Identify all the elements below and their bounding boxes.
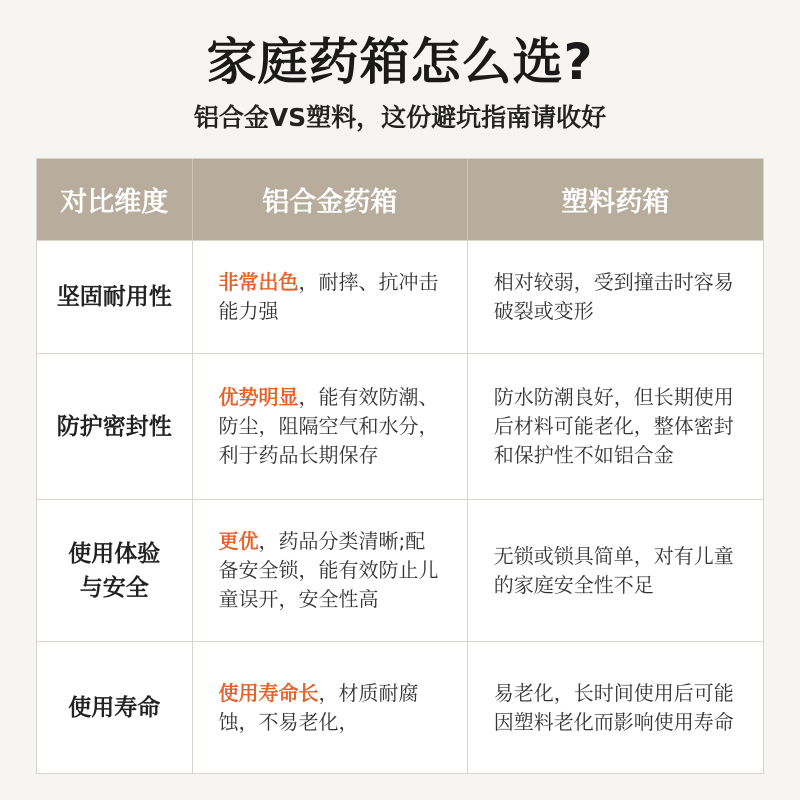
plastic-cell [467, 354, 763, 499]
page-subtitle: 铝合金VS塑料，这份避坑指南请收好 [193, 103, 607, 132]
plastic-cell [467, 642, 763, 774]
aluminum-cell [192, 642, 467, 774]
aluminum-highlight: 更优 [218, 529, 259, 553]
dimension-label: 防护密封性 [56, 413, 172, 440]
dimension-label: 坚固耐用性 [56, 284, 172, 310]
table-row [37, 240, 763, 353]
aluminum-highlight: 使用寿命长 [218, 681, 319, 705]
table-row [37, 353, 763, 499]
aluminum-highlight: 非常出色 [218, 270, 299, 294]
row-dimension [37, 642, 192, 774]
aluminum-text: ，材质耐腐蚀，不易老化， [218, 681, 419, 734]
dimension-label: 使用体验与安全 [68, 540, 161, 601]
aluminum-text: ，药品分类清晰;配备安全锁，能有效防止儿童误开，安全性高 [218, 529, 439, 611]
table-row [37, 641, 763, 774]
plastic-cell [467, 241, 763, 353]
aluminum-text: ，能有效防潮、防尘，阻隔空气和水分，利于药品长期保存 [218, 385, 439, 467]
header-plastic: 塑料药箱 [467, 159, 763, 240]
aluminum-text: ，耐摔、抗冲击能力强 [218, 270, 439, 323]
aluminum-cell [192, 354, 467, 499]
aluminum-cell [192, 500, 467, 641]
page-title: 家庭药箱怎么选? [206, 33, 594, 91]
plastic-text: 无锁或锁具简单，对有儿童的家庭安全性不足 [493, 543, 734, 597]
aluminum-cell [192, 241, 467, 353]
row-dimension [37, 500, 192, 641]
row-dimension [37, 241, 192, 353]
plastic-text: 相对较弱，受到撞击时容易破裂或变形 [493, 270, 734, 323]
table-header-row [37, 159, 763, 240]
table-row [37, 499, 763, 641]
dimension-label: 使用寿命 [68, 695, 161, 721]
plastic-text: 易老化，长时间使用后可能因塑料老化而影响使用寿命 [493, 681, 734, 734]
comparison-table [36, 158, 764, 774]
header-aluminum: 铝合金药箱 [192, 159, 467, 240]
plastic-text: 防水防潮良好，但长期使用后材料可能老化，整体密封和保护性不如铝合金 [493, 385, 734, 467]
aluminum-highlight: 优势明显 [218, 385, 299, 409]
plastic-cell [467, 500, 763, 641]
row-dimension [37, 354, 192, 499]
header-dimension: 对比维度 [60, 187, 169, 218]
